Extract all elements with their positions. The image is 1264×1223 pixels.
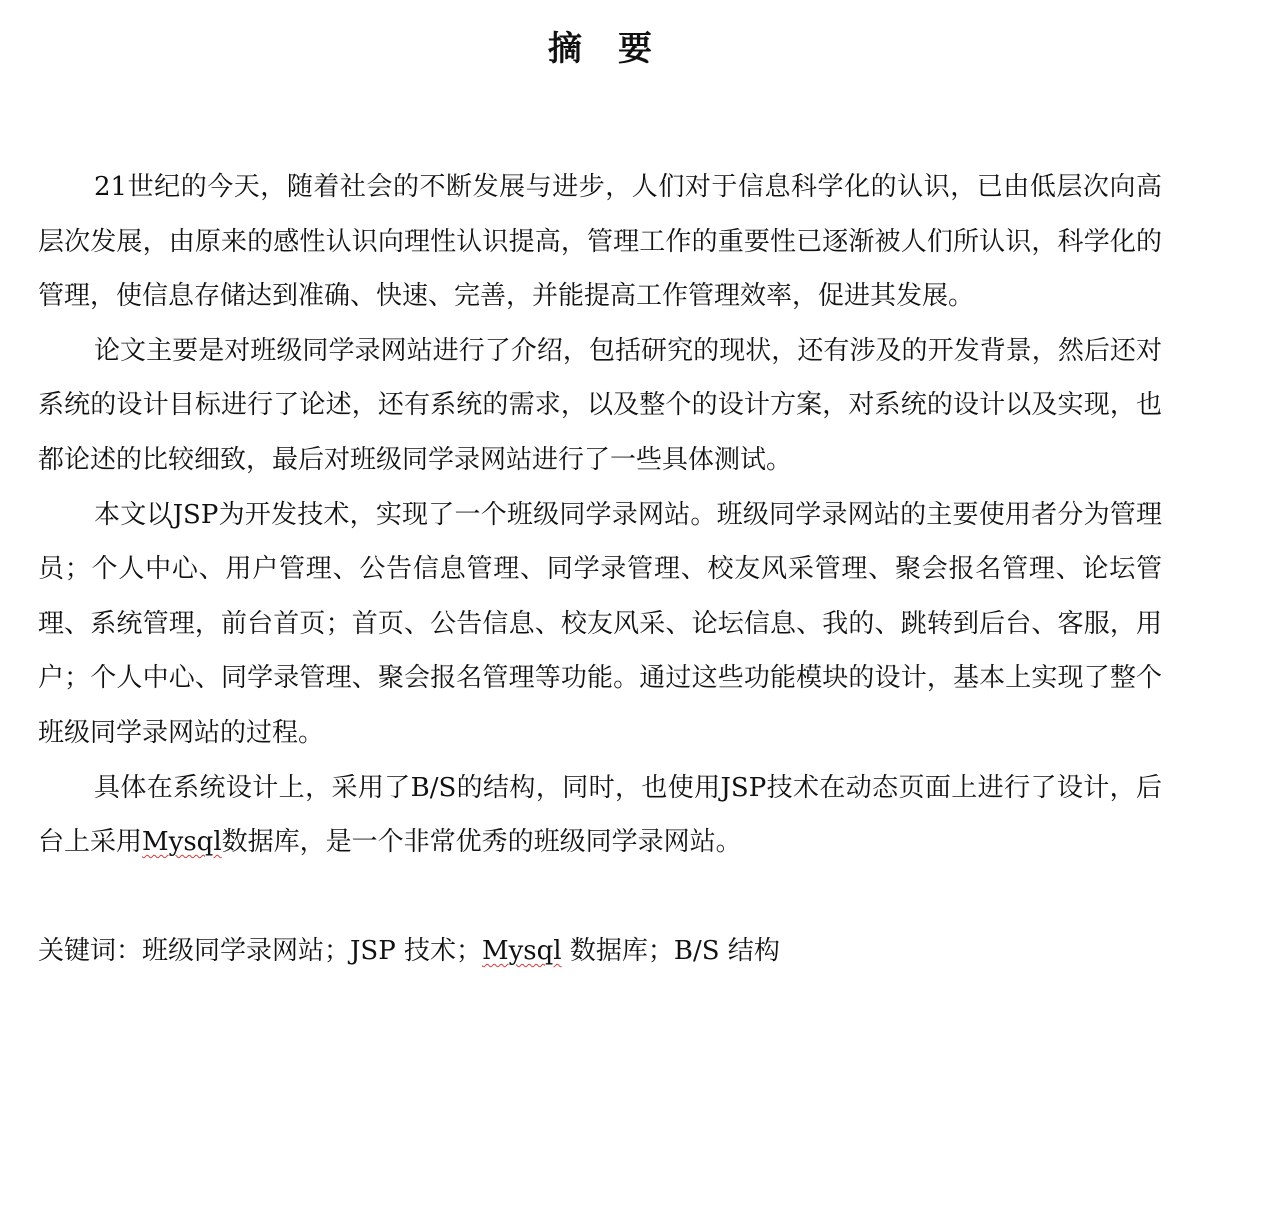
paragraph-text: 论文主要是对班级同学录网站进行了介绍，包括研究的现状，还有涉及的开发背景，然后还对系统的设计目标进行了论述，还有系统的需求，以及整个的设计方案，对系统的设计以及实现，也都论述的比较细致，最后对班级同学录网站进行了一些具体测试。	[38, 335, 1162, 475]
abstract-paragraph	[38, 761, 1162, 870]
keywords-text: 关键词：班级同学录网站；JSP 技术；	[38, 936, 482, 966]
paragraph-text: 21世纪的今天，随着社会的不断发展与进步，人们对于信息科学化的认识，已由低层次向高层次发展，由原来的感性认识向理性认识提高，管理工作的重要性已逐渐被人们所认识，科学化的管理，使信息存储达到准确、快速、完善，并能提高工作管理效率，促进其发展。	[38, 172, 1162, 312]
paragraph-text: 本文以JSP为开发技术，实现了一个班级同学录网站。班级同学录网站的主要使用者分为管理员；个人中心、用户管理、公告信息管理、同学录管理、校友风采管理、聚会报名管理、论坛管理、系统管理，前台首页；首页、公告信息、校友风采、论坛信息、我的、跳转到后台、客服，用户；个人中心、同学录管理、聚会报名管理等功能。通过这些功能模块的设计，基本上实现了整个班级同学录网站的过程。	[38, 499, 1162, 748]
title-char-1: 摘	[548, 29, 582, 69]
abstract-paragraph	[38, 160, 1162, 324]
title-char-2: 要	[618, 29, 652, 69]
keywords-line	[38, 924, 1162, 978]
spellcheck-word[interactable]: Mysql	[142, 827, 222, 858]
abstract-paragraph	[38, 488, 1162, 761]
abstract-body	[38, 160, 1162, 870]
spellcheck-word[interactable]: Mysql	[482, 936, 562, 966]
paragraph-text: 具体在系统设计上，采用了B/S的结构，同时，也使用JSP技术在动态页面上进行了设计，后台上采用	[38, 772, 1162, 858]
abstract-paragraph	[38, 324, 1162, 488]
paragraph-text: 数据库，是一个非常优秀的班级同学录网站。	[221, 827, 742, 858]
page-title	[0, 22, 1200, 76]
keywords-text: 数据库；B/S 结构	[561, 936, 780, 966]
